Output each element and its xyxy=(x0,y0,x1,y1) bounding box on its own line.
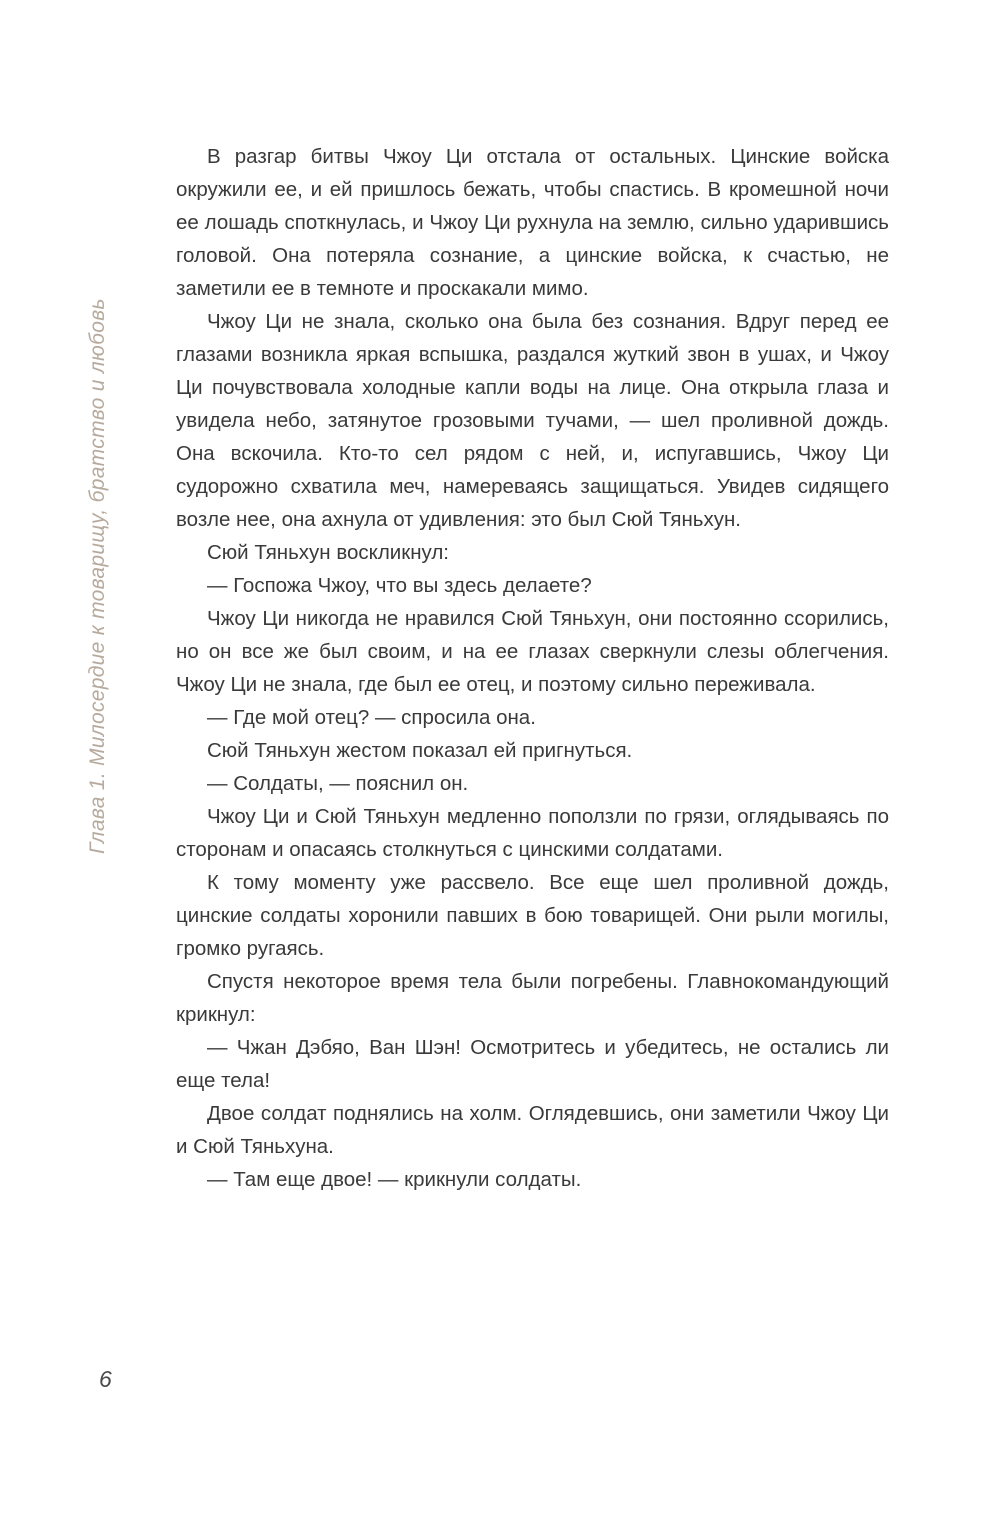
paragraph: Чжоу Ци никогда не нравился Сюй Тяньхун, они постоянно ссорились, но он все же был своим, и на ее глазах сверкнули слезы облегчения. Чжоу Ци не знала, где был ее отец, и поэтому сильно переживала. xyxy=(176,607,889,696)
paragraph: Двое солдат поднялись на холм. Оглядевшись, они заметили Чжоу Ци и Сюй Тяньхуна. xyxy=(176,1102,889,1158)
paragraph-dialogue: — Госпожа Чжоу, что вы здесь делаете? xyxy=(207,574,592,597)
page-number: 6 xyxy=(99,1366,112,1392)
chapter-sidebar-caption: Глава 1. Милосердие к товарищу, братство и любовь xyxy=(86,298,109,854)
paragraph-dialogue: — Чжан Дэбяо, Ван Шэн! Осмотритесь и убедитесь, не остались ли еще тела! xyxy=(176,1036,889,1092)
paragraph: Сюй Тяньхун жестом показал ей пригнуться. xyxy=(207,739,633,762)
paragraph-dialogue: — Где мой отец? — спросила она. xyxy=(207,706,536,729)
paragraph: Чжоу Ци и Сюй Тяньхун медленно поползли по грязи, оглядываясь по сторонам и опасаясь столкнуться с цинскими солдатами. xyxy=(176,805,889,861)
paragraph: Сюй Тяньхун воскликнул: xyxy=(207,541,449,564)
paragraph-dialogue: — Солдаты, — пояснил он. xyxy=(207,772,469,795)
paragraph: В разгар битвы Чжоу Ци отстала от остальных. Цинские войска окружили ее, и ей пришлось бежать, чтобы спастись. В кромешной ночи ее лошадь споткнулась, и Чжоу Ци рухнула на землю, сильно ударившись головой. Она потеряла сознание, а цинские войска, к счастью, не заметили ее в темноте и проскакали мимо. xyxy=(176,145,889,300)
paragraph: К тому моменту уже рассвело. Все еще шел проливной дождь, цинские солдаты хоронили павших в бою товарищей. Они рыли могилы, громко ругаясь. xyxy=(176,871,889,960)
paragraph-dialogue: — Там еще двое! — крикнули солдаты. xyxy=(207,1168,582,1191)
text-block xyxy=(176,140,889,1196)
paragraph: Чжоу Ци не знала, сколько она была без сознания. Вдруг перед ее глазами возникла яркая вспышка, раздался жуткий звон в ушах, и Чжоу Ци почувствовала холодные капли воды на лице. Она открыла глаза и увидела небо, затянутое грозовыми тучами, — шел проливной дождь. Она вскочила. Кто-то сел рядом с ней, и, испугавшись, Чжоу Ци судорожно схватила меч, намереваясь защищаться. Увидев сидящего возле нее, она ахнула от удивления: это был Сюй Тяньхун. xyxy=(176,310,889,531)
paragraph: Спустя некоторое время тела были погребены. Главнокомандующий крикнул: xyxy=(176,970,889,1026)
